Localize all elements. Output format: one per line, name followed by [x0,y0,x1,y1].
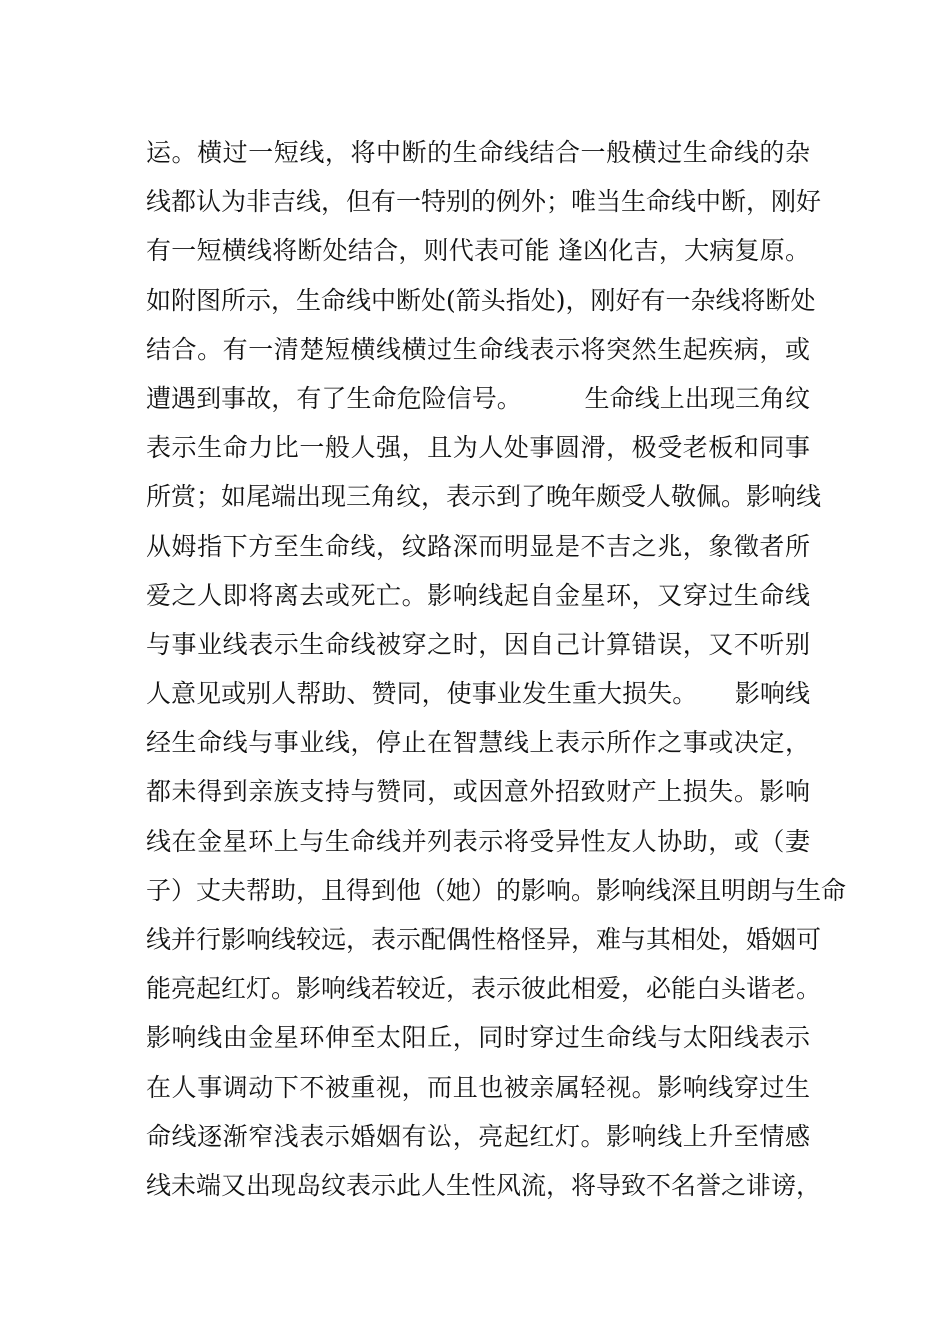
text-line-18: 能亮起红灯。影响线若较近，表示彼此相爱，必能白头谐老。 [146,974,822,1004]
text-line-11: 与事业线表示生命线被穿之时，因自己计算错误，又不听别 [146,629,810,659]
text-line-5: 结合。有一清楚短横线横过生命线表示将突然生起疾病，或 [146,334,810,364]
text-line-3: 有一短横线将断处结合，则代表可能 逢凶化吉，大病复原。 [146,236,810,266]
text-line-16: 子）丈夫帮助，且得到他（她）的影响。影响线深且明朗与生命 [146,875,847,905]
text-line-2: 线都认为非吉线，但有一特别的例外；唯当生命线中断，刚好 [146,187,822,217]
text-line-8: 所赏；如尾端出现三角纹，表示到了晚年颇受人敬佩。影响线 [146,482,822,512]
text-line-14: 都未得到亲族支持与赞同，或因意外招致财产上损失。影响 [146,777,810,807]
text-line-15: 线在金星环上与生命线并列表示将受异性友人协助，或（妻 [146,826,810,856]
text-line-6: 遭遇到事故，有了生命危险信号。 生命线上出现三角纹 [146,383,810,413]
text-line-17: 线并行影响线较远，表示配偶性格怪异，难与其相处，婚姻可 [146,925,822,954]
text-line-20: 在人事调动下不被重视，而且也被亲属轻视。影响线穿过生 [146,1072,810,1102]
text-line-10: 爱之人即将离去或死亡。影响线起自金星环，又穿过生命线 [146,580,810,610]
text-line-13: 经生命线与事业线，停止在智慧线上表示所作之事或决定， [146,728,810,758]
text-line-19: 影响线由金星环伸至太阳丘，同时穿过生命线与太阳线表示 [146,1023,810,1053]
body-text [146,128,847,1210]
text-line-7: 表示生命力比一般人强，且为人处事圆滑，极受老板和同事 [146,433,810,463]
text-line-4: 如附图所示，生命线中断处(箭头指处)，刚好有一杂线将断处 [146,285,816,315]
text-line-12: 人意见或别人帮助、赞同，使事业发生重大损失。 影响线 [146,679,810,709]
text-line-9: 从姆指下方至生命线，纹路深而明显是不吉之兆，象徵者所 [146,531,810,561]
text-line-21: 命线逐渐窄浅表示婚姻有讼，亮起红灯。影响线上升至情感 [146,1121,810,1151]
text-line-1: 运。横过一短线，将中断的生命线结合一般横过生命线的杂 [146,138,810,167]
text-line-22: 线未端又出现岛纹表示此人生性风流，将导致不名誉之诽谤， [146,1170,822,1200]
